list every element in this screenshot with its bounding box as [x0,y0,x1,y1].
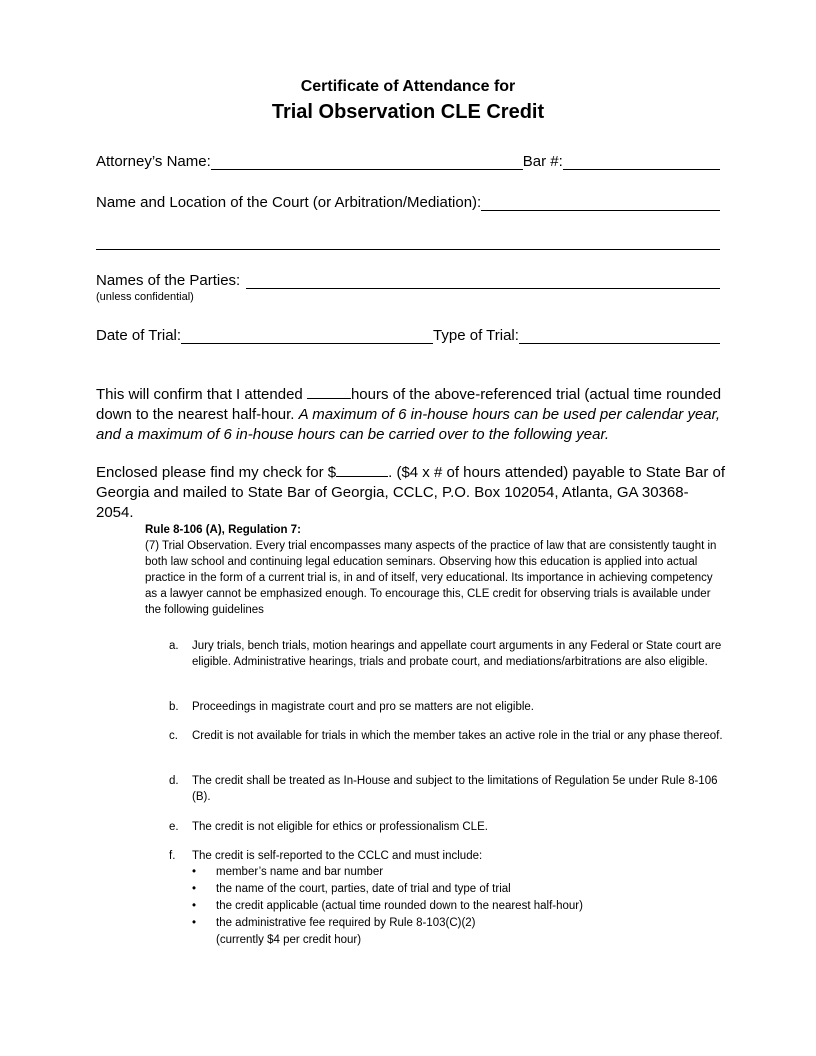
confirm-text-1: This will confirm that I attended [96,386,307,403]
court-field-line-2[interactable] [96,233,720,250]
date-type-row [96,324,720,344]
bar-number-field[interactable] [563,153,720,170]
list-item-text: Credit is not available for trials in which the member takes an active role in the trial or any phase thereof. [192,730,723,742]
list-item-text: Proceedings in magistrate court and pro se matters are not eligible. [192,701,534,713]
type-field[interactable] [519,327,720,344]
confirm-text-2: hours of the above-referenced trial (actual time rounded down to the nearest half-hour. [96,386,722,423]
type-label: Type of Trial: [433,327,519,344]
list-marker: b. [169,701,179,713]
confirm-limit-note: A maximum of 6 in-house hours can be used per calendar year, and a maximum of 6 in-house hours can be carried over to the following year. [96,406,720,443]
bullet-icon: • [192,917,197,929]
parties-field[interactable] [246,272,720,289]
bullet-text: member’s name and bar number [216,866,384,878]
attorney-name-label: Attorney’s Name: [96,153,211,170]
rule-block [145,522,720,618]
list-item-text: Jury trials, bench trials, motion hearings and appellate court arguments in any Federal or State court are eligible. Administrative hearings, trials and probate court, and mediations/arbitrations are also eligible. [192,640,722,668]
bullet-item [192,915,725,932]
rule-text: (7) Trial Observation. Every trial encompasses many aspects of the practice of law that are consistently taught in both law school and continuing legal education seminars. Observing how this education is applied into actual practice in the form of a current trial is, in and of itself, very educational. Its importance in achieving competency as a lawyer cannot be emphasized enough. To encourage this, CLE credit for observing trials is available under the following guidelines [145,540,717,616]
title-line-1: Certificate of Attendance for [300,78,516,95]
list-marker: f. [169,850,176,862]
attorney-row [96,150,720,170]
court-label: Name and Location of the Court (or Arbitration/Mediation): [96,194,482,211]
check-paragraph [96,462,726,523]
check-text-2: . ($4 x # of hours attended) payable to State Bar of Georgia and mailed to State Bar of Georgia, CCLC, P.O. Box 102054, Atlanta, GA 30368-2054. [96,464,726,521]
list-marker: c. [169,730,178,742]
rule-heading: Rule 8-106 (A), Regulation 7: [145,524,301,536]
bullet-text: the credit applicable (actual time rounded down to the nearest half-hour) [216,900,583,912]
bullet-note: (currently $4 per credit hour) [216,934,362,946]
date-field[interactable] [181,327,433,344]
bullet-text: the name of the court, parties, date of trial and type of trial [216,883,511,895]
list-item-f [192,848,725,948]
bullet-icon: • [192,866,197,878]
confirmation-paragraph [96,384,726,445]
list-marker: a. [169,640,179,652]
parties-row [96,269,720,289]
bullet-item [192,881,725,898]
date-label: Date of Trial: [96,327,182,344]
attorney-name-field[interactable] [211,153,523,170]
court-row [96,191,720,211]
parties-note: (unless confidential) [96,291,194,303]
bullet-item [192,898,725,915]
court-row-2 [96,230,720,250]
list-marker: e. [169,821,179,833]
check-text-1: Enclosed please find my check for $ [96,464,337,481]
bar-number-label: Bar #: [522,153,563,170]
list-item-text: The credit is self-reported to the CCLC and must include: [192,850,483,862]
list-item-text: The credit shall be treated as In-House and subject to the limitations of Regulation 5e under Rule 8-106 (B). [192,775,718,803]
bullet-icon: • [192,883,197,895]
page-title: Trial Observation CLE Credit [271,101,545,123]
parties-label: Names of the Parties: [96,272,241,289]
bullet-icon: • [192,900,197,912]
bullet-item [192,864,725,881]
hours-field[interactable] [307,384,351,399]
check-amount-field[interactable] [336,462,388,477]
court-field[interactable] [481,194,720,211]
bullet-text: the administrative fee required by Rule 8-103(C)(2) [216,917,476,929]
list-item-text: The credit is not eligible for ethics or professionalism CLE. [192,821,488,833]
list-marker: d. [169,775,179,787]
